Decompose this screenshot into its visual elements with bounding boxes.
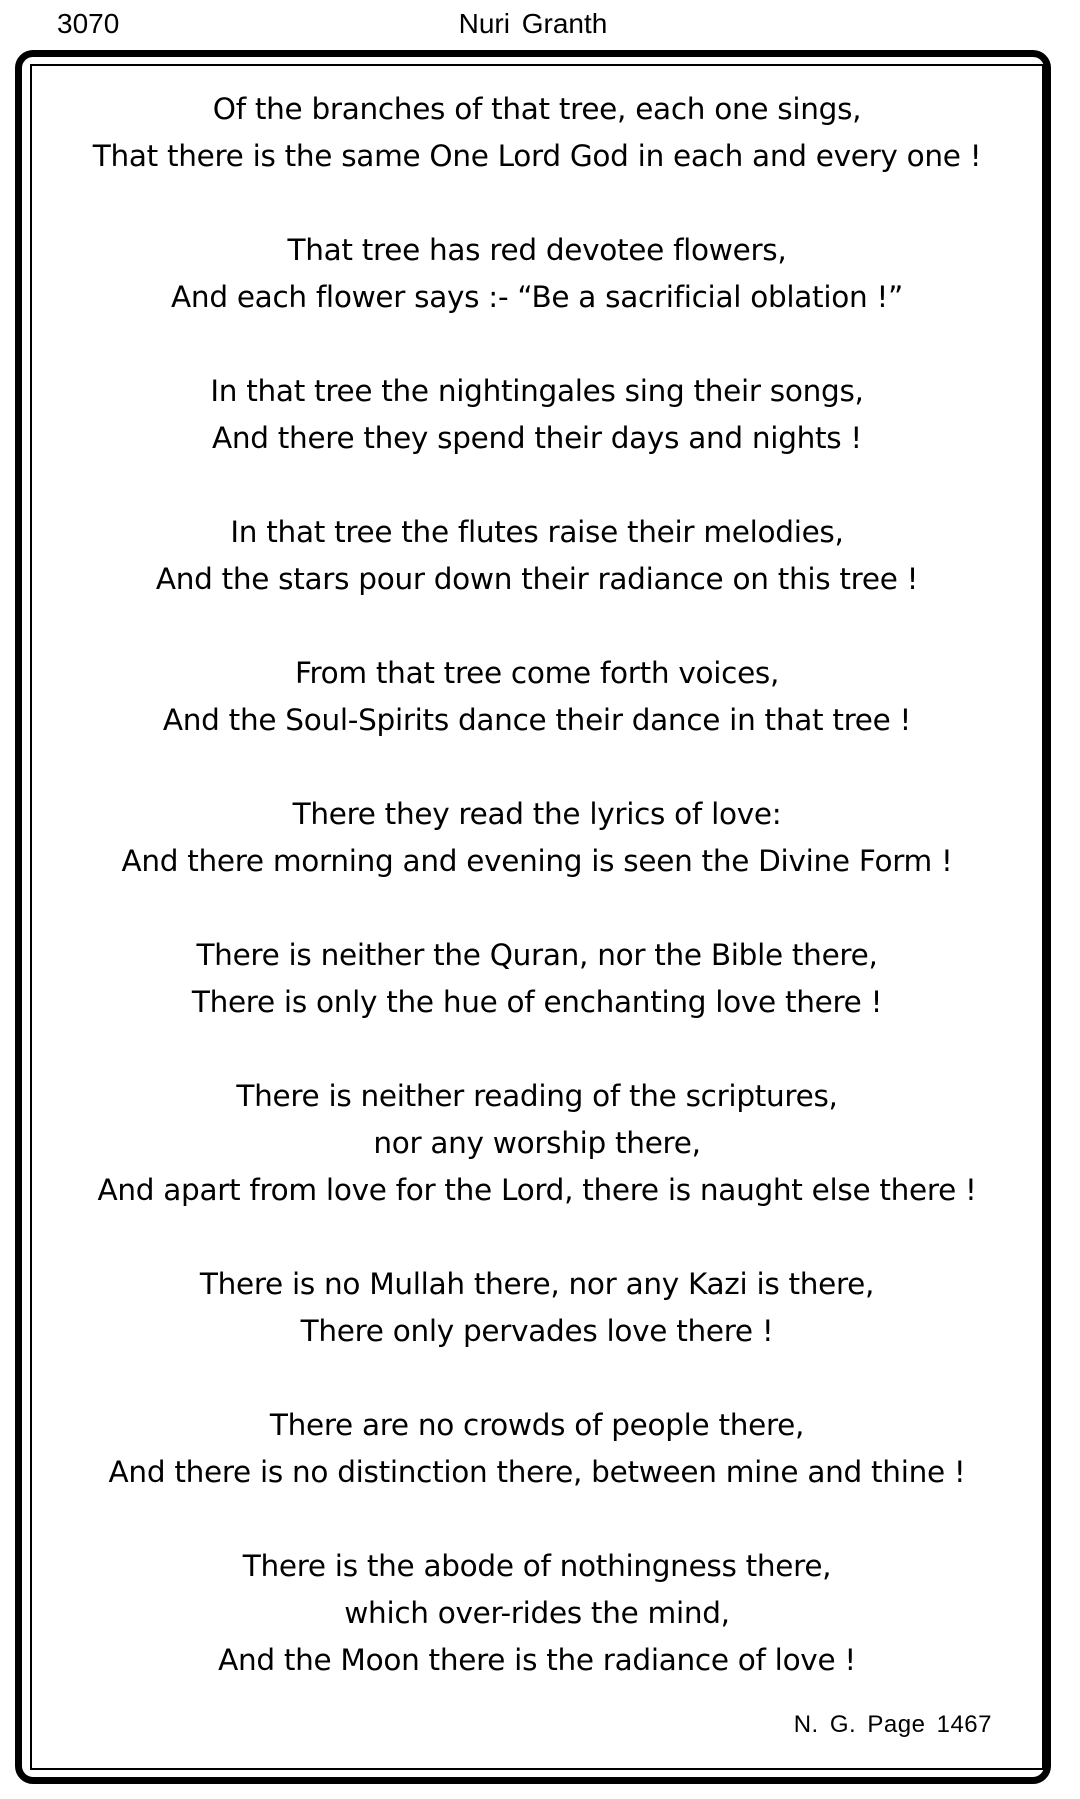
stanza <box>30 650 1044 744</box>
poem-line: And there morning and evening is seen the Divine Form ! <box>121 844 953 878</box>
stanza <box>30 932 1044 1026</box>
poem-line: There is only the hue of enchanting love there ! <box>191 985 883 1019</box>
page-header <box>0 0 1080 50</box>
poem-line: nor any worship there, <box>373 1126 701 1160</box>
poem-line: From that tree come forth voices, <box>294 656 780 690</box>
stanza <box>30 1261 1044 1355</box>
stanza <box>30 227 1044 321</box>
stanza <box>30 509 1044 603</box>
poem-line: And apart from love for the Lord, there is naught else there ! <box>97 1173 977 1207</box>
stanza <box>30 791 1044 885</box>
poem-line: In that tree the nightingales sing their songs, <box>210 374 864 408</box>
stanza <box>30 86 1044 180</box>
poem-line: which over-rides the mind, <box>344 1596 730 1630</box>
poem-line: And the Moon there is the radiance of love ! <box>218 1643 856 1677</box>
stanza <box>30 1073 1044 1214</box>
page-number: 3070 <box>57 8 120 39</box>
poem-line: Of the branches of that tree, each one sings, <box>212 92 862 126</box>
stanza <box>30 1543 1044 1684</box>
poem-line: And the stars pour down their radiance on this tree ! <box>155 562 919 596</box>
poem-line: And each flower says :- “Be a sacrificial oblation !” <box>171 280 903 314</box>
poem-line: There they read the lyrics of love: <box>292 797 782 831</box>
poem-line: There is the abode of nothingness there, <box>242 1549 832 1583</box>
stanza <box>30 368 1044 462</box>
poem-body <box>30 86 1044 1684</box>
poem-line: There only pervades love there ! <box>300 1314 774 1348</box>
poem-line: And there is no distinction there, between mine and thine ! <box>108 1455 966 1489</box>
poem-line: And there they spend their days and nights ! <box>212 421 862 455</box>
poem-line: There is no Mullah there, nor any Kazi is there, <box>199 1267 875 1301</box>
stanza <box>30 1402 1044 1496</box>
poem-line: That tree has red devotee flowers, <box>287 233 787 267</box>
poem-line: That there is the same One Lord God in each and every one ! <box>92 139 982 173</box>
poem-line: And the Soul-Spirits dance their dance in that tree ! <box>162 703 912 737</box>
poem-line: There is neither the Quran, nor the Bible there, <box>196 938 878 972</box>
poem-line: In that tree the flutes raise their melodies, <box>230 515 844 549</box>
book-title: Nuri Granth <box>458 8 608 39</box>
page-reference: N. G. Page 1467 <box>793 1711 992 1738</box>
poem-line: There are no crowds of people there, <box>269 1408 805 1442</box>
poem-line: There is neither reading of the scriptures, <box>236 1079 838 1113</box>
